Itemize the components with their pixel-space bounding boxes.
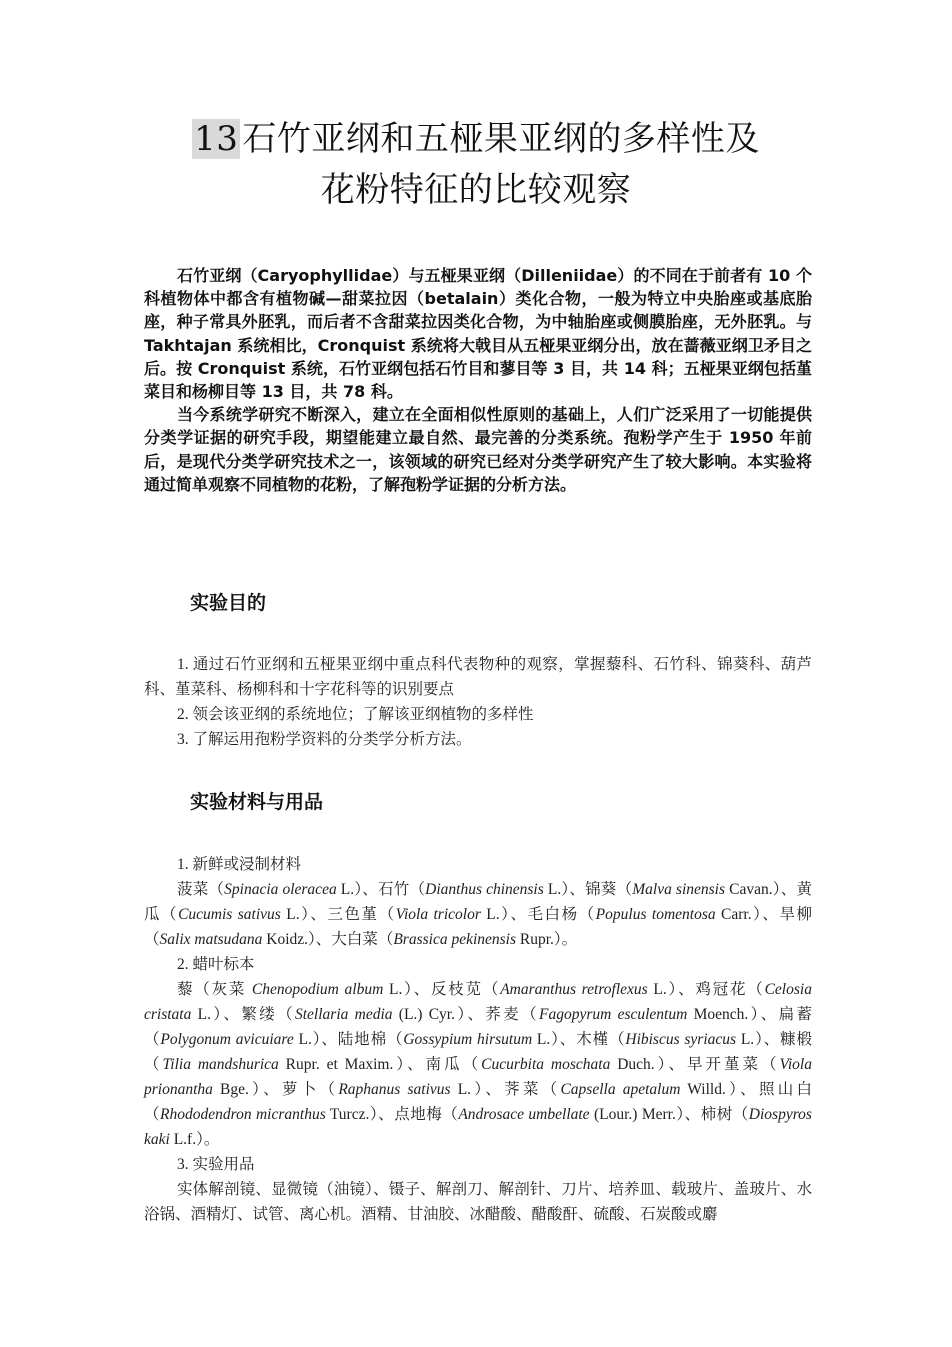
herbarium-species-common-name: 陆地棉（ bbox=[337, 1031, 404, 1048]
herbarium-species-author: L.）、 bbox=[736, 1031, 781, 1048]
herbarium-species-author: L.）、 bbox=[383, 981, 431, 998]
fresh-materials-list bbox=[144, 877, 812, 952]
herbarium-species-common-name: 糠椴（ bbox=[144, 1031, 813, 1073]
fresh-species-scientific-name: Spinacia oleracea bbox=[224, 881, 337, 898]
intro-section bbox=[144, 264, 812, 496]
fresh-species-scientific-name: Populus tomentosa bbox=[595, 906, 716, 923]
herbarium-species-scientific-name: Raphanus sativus bbox=[338, 1081, 451, 1098]
herbarium-species-common-name: 柿树（ bbox=[700, 1106, 749, 1123]
herbarium-species-author: L.）、 bbox=[532, 1031, 577, 1048]
herbarium-species-scientific-name: Fagopyrum esculentum bbox=[539, 1006, 688, 1023]
intro-paragraph-2: 当今系统学研究不断深入，建立在全面相似性原则的基础上，人们广泛采用了一切能提供分类学证据的研究手段，期望能建立最自然、最完善的分类系统。孢粉学产生于 1950 年前后，是现代分类学研究技术之一，该领域的研究已经对分类学研究产生了较大影响。本实验将通过简单观察不同植物的花粉，了解孢粉学证据的分析方法。 bbox=[144, 405, 812, 494]
materials-subheading-supplies: 3. 实验用品 bbox=[177, 1156, 255, 1173]
herbarium-species-scientific-name: Rhododendron micranthus bbox=[160, 1106, 326, 1123]
fresh-species-scientific-name: Malva sinensis bbox=[632, 881, 726, 898]
chapter-number: 13 bbox=[194, 119, 239, 159]
herbarium-species-common-name: 荞麦（ bbox=[485, 1006, 539, 1023]
fresh-species-scientific-name: Salix matsudana bbox=[159, 931, 263, 948]
fresh-species-author: Rupr.）。 bbox=[516, 931, 578, 948]
herbarium-species-common-name: 鸡冠花（ bbox=[695, 981, 765, 998]
herbarium-species-scientific-name: Viola prionantha bbox=[144, 1056, 812, 1098]
fresh-species-scientific-name: Cucumis sativus bbox=[178, 906, 281, 923]
herbarium-species-author: L.）、 bbox=[293, 1031, 338, 1048]
materials-subheading-herbarium: 2. 蜡叶标本 bbox=[177, 956, 255, 973]
materials-subheading-fresh: 1. 新鲜或浸制材料 bbox=[177, 856, 302, 873]
herbarium-species-scientific-name: Tilia mandshurica bbox=[162, 1056, 279, 1073]
herbarium-species-author: (L.) Cyr.）、 bbox=[392, 1006, 486, 1023]
herbarium-species-author: (Lour.) Merr.）、 bbox=[589, 1106, 701, 1123]
herbarium-species-scientific-name: Polygonum avicuiare bbox=[160, 1031, 294, 1048]
herbarium-species-scientific-name: Celosia cristata bbox=[144, 981, 812, 1023]
herbarium-species-author: L.）、 bbox=[647, 981, 696, 998]
materials-section bbox=[144, 852, 812, 1227]
chapter-title-line-2: 花粉特征的比较观察 bbox=[320, 170, 632, 210]
herbarium-species-common-name: 早开堇菜（ bbox=[686, 1056, 780, 1073]
purpose-list bbox=[144, 652, 812, 752]
materials-heading: 实验材料与用品 bbox=[190, 791, 324, 813]
herbarium-species-common-name: 点地梅（ bbox=[394, 1106, 459, 1123]
fresh-species-common-name: 石竹（ bbox=[378, 881, 426, 898]
herbarium-species-author: Bge.）、 bbox=[212, 1081, 282, 1098]
herbarium-species-author: Willd.）、 bbox=[680, 1081, 759, 1098]
herbarium-species-author: L.）、 bbox=[450, 1081, 505, 1098]
fresh-species-author: L.）、 bbox=[280, 906, 328, 923]
chapter-title-text-1: 石竹亚纲和五桠果亚纲的多样性及 bbox=[242, 119, 760, 159]
supplies-list: 实体解剖镜、显微镜（油镜）、镊子、解剖刀、解剖针、刀片、培养皿、载玻片、盖玻片、水浴锅、酒精灯、试管、离心机。酒精、甘油胶、冰醋酸、醋酸酐、硫酸、石炭酸或麝 bbox=[144, 1181, 812, 1223]
fresh-species-scientific-name: Dianthus chinensis bbox=[425, 881, 544, 898]
herbarium-species-scientific-name: Amaranthus retroflexus bbox=[500, 981, 648, 998]
herbarium-species-common-name: 萝卜（ bbox=[281, 1081, 339, 1098]
herbarium-species-common-name: 木槿（ bbox=[576, 1031, 626, 1048]
herbarium-species-author: L.）、 bbox=[191, 1006, 242, 1023]
purpose-item-3: 3. 了解运用孢粉学资料的分类学分析方法。 bbox=[177, 731, 472, 748]
herbarium-species-author: Moench.）、 bbox=[687, 1006, 779, 1023]
herbarium-species-common-name: 荠菜（ bbox=[504, 1081, 561, 1098]
herbarium-species-common-name: 繁缕（ bbox=[241, 1006, 295, 1023]
herbarium-species-author: Rupr. et Maxim.）、 bbox=[278, 1056, 426, 1073]
herbarium-materials-list bbox=[144, 977, 812, 1152]
herbarium-species-scientific-name: Capsella apetalum bbox=[560, 1081, 681, 1098]
fresh-species-common-name: 旱柳（ bbox=[144, 906, 813, 948]
purpose-heading: 实验目的 bbox=[190, 592, 267, 614]
fresh-species-scientific-name: Brassica pekinensis bbox=[393, 931, 517, 948]
herbarium-species-author: Turcz.）、 bbox=[325, 1106, 395, 1123]
herbarium-species-scientific-name: Hibiscus syriacus bbox=[625, 1031, 737, 1048]
fresh-species-common-name: 黄瓜（ bbox=[144, 881, 812, 923]
fresh-species-author: L.）、 bbox=[480, 906, 528, 923]
herbarium-species-common-name: 扁蓄（ bbox=[144, 1006, 813, 1048]
herbarium-species-scientific-name: Diospyros kaki bbox=[144, 1106, 812, 1148]
fresh-species-common-name: 菠菜（ bbox=[177, 881, 225, 898]
fresh-species-author: Carr.）、 bbox=[715, 906, 780, 923]
fresh-species-common-name: 毛白杨（ bbox=[527, 906, 596, 923]
herbarium-species-scientific-name: Cucurbita moschata bbox=[481, 1056, 611, 1073]
fresh-species-common-name: 三色堇（ bbox=[327, 906, 396, 923]
purpose-item-2: 2. 领会该亚纲的系统地位；了解该亚纲植物的多样性 bbox=[177, 706, 534, 723]
herbarium-species-common-name: 藜（灰菜 bbox=[177, 981, 252, 998]
fresh-species-author: Koidz.）、 bbox=[262, 931, 332, 948]
herbarium-species-common-name: 照山白（ bbox=[144, 1081, 812, 1123]
herbarium-species-scientific-name: Androsace umbellate bbox=[458, 1106, 590, 1123]
fresh-species-scientific-name: Viola tricolor bbox=[395, 906, 481, 923]
fresh-species-author: L.）、 bbox=[336, 881, 379, 898]
fresh-species-common-name: 大白菜（ bbox=[331, 931, 394, 948]
purpose-item-1: 1. 通过石竹亚纲和五桠果亚纲中重点科代表物种的观察，掌握藜科、石竹科、锦葵科、葫芦科、堇菜科、杨柳科和十字花科等的识别要点 bbox=[144, 656, 812, 698]
herbarium-species-author: L.f.）。 bbox=[169, 1131, 220, 1148]
herbarium-species-scientific-name: Gossypium hirsutum bbox=[403, 1031, 533, 1048]
herbarium-species-scientific-name: Stellaria media bbox=[295, 1006, 393, 1023]
fresh-species-author: Cavan.）、 bbox=[725, 881, 797, 898]
chapter-title-line-1 bbox=[0, 116, 952, 162]
herbarium-species-common-name: 反枝苋（ bbox=[431, 981, 501, 998]
intro-paragraph-1: 石竹亚纲（Caryophyllidae）与五桠果亚纲（Dilleniidae）的不同在于前者有 10 个科植物体中都含有植物碱—甜菜拉因（betalain）类化合物，一般为特立中央胎座或基底胎座，种子常具外胚乳，而后者不含甜菜拉因类化合物，为中轴胎座或侧膜胎座，无外胚乳。与 Takhtajan 系统相比，Cronquist 系统将大戟目从五桠果亚纲分出，放在蔷薇亚纲卫矛目之后。按 Cronquist 系统，石竹亚纲包括石竹目和蓼目等 3 目，共 14 科；五桠果亚纲包括堇菜目和杨柳目等 13 目，共 78 科。 bbox=[144, 266, 812, 402]
herbarium-species-common-name: 南瓜（ bbox=[425, 1056, 482, 1073]
fresh-species-author: L.）、 bbox=[543, 881, 586, 898]
herbarium-species-author: Duch.）、 bbox=[610, 1056, 687, 1073]
herbarium-species-scientific-name: Chenopodium album bbox=[251, 981, 384, 998]
fresh-species-common-name: 锦葵（ bbox=[585, 881, 633, 898]
